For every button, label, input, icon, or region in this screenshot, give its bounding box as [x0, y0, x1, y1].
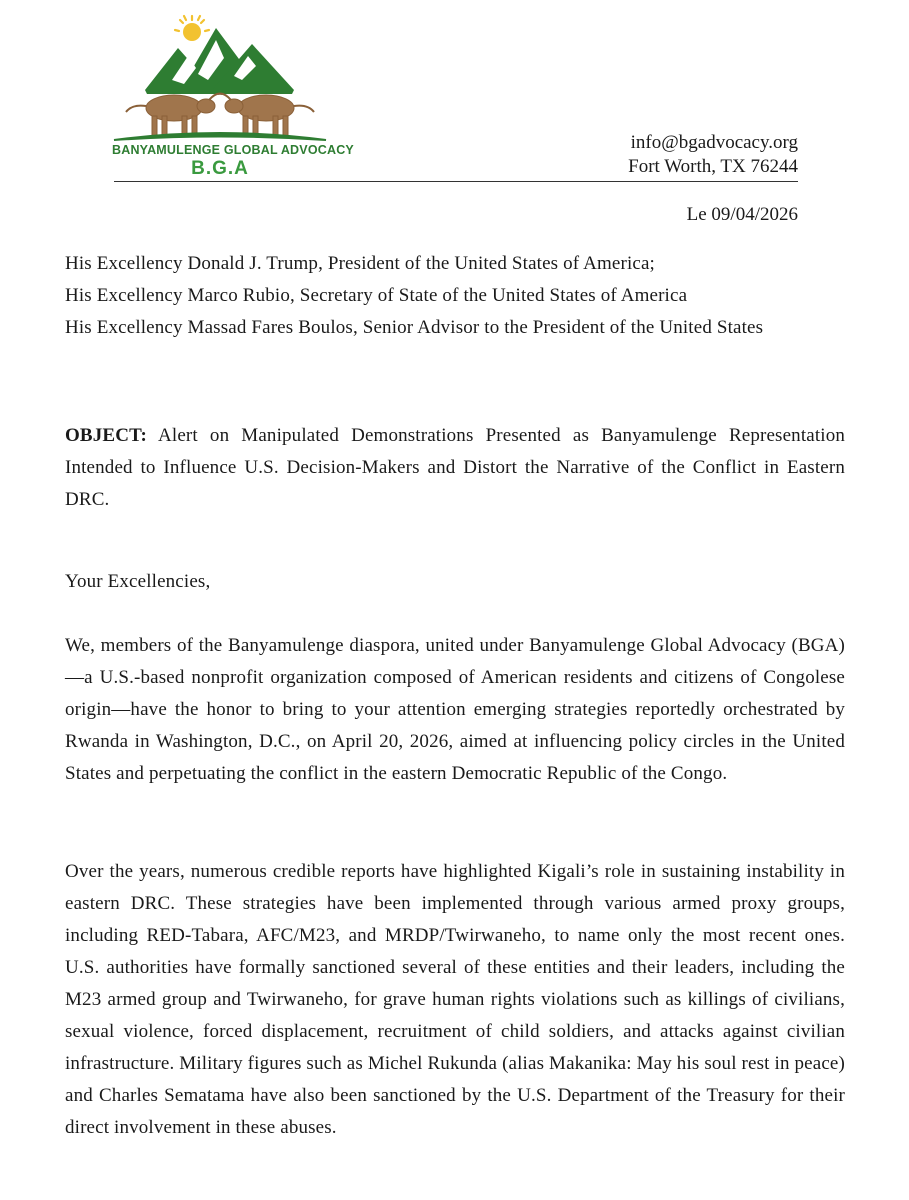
contact-location: Fort Worth, TX 76244 [628, 156, 798, 177]
salutation: Your Excellencies, [65, 571, 211, 592]
addressee-block [65, 248, 845, 344]
body-paragraph [65, 856, 845, 1144]
letter-date: Le 09/04/2026 [686, 204, 798, 225]
mountains-icon [145, 28, 294, 94]
object-label: OBJECT: [65, 425, 147, 446]
addressee-line: His Excellency Donald J. Trump, President of the United States of America; [65, 253, 655, 274]
contact-block [628, 131, 798, 179]
mountain-cattle-emblem [112, 14, 328, 144]
bga-logo [112, 14, 354, 184]
object-text: Alert on Manipulated Demonstrations Presented as Banyamulenge Representation Intended to Influence U.S. Decision-Makers and Distort the Narrative of the Conflict in Eastern DRC. [65, 425, 846, 510]
logo-org-abbr: B.G.A [191, 158, 249, 179]
ground-swoosh-icon [114, 133, 326, 140]
addressee-line: His Excellency Massad Fares Boulos, Senior Advisor to the President of the United States [65, 317, 764, 338]
contact-email[interactable]: info@bgadvocacy.org [630, 132, 798, 153]
sun-icon [175, 16, 209, 41]
addressee-line: His Excellency Marco Rubio, Secretary of State of the United States of America [65, 285, 688, 306]
header-divider [114, 181, 798, 182]
cattle-icon [126, 94, 314, 136]
object-line [65, 420, 845, 516]
body-paragraph [65, 630, 845, 790]
paragraph-text: We, members of the Banyamulenge diaspora, united under Banyamulenge Global Advocacy (BGA)—a U.S.-based nonprofit organization composed of American residents and citizens of Congolese origin—have the honor to bring to your attention emerging strategies reportedly orchestrated by Rwanda in Washington, D.C., on April 20, 2026, aimed at influencing policy circles in the United States and perpetuating the conflict in the eastern Democratic Republic of the Congo. [65, 635, 845, 784]
logo-org-name: BANYAMULENGE GLOBAL ADVOCACY [112, 143, 354, 157]
paragraph-text: Over the years, numerous credible reports have highlighted Kigali’s role in sustaining instability in eastern DRC. These strategies have been implemented through various armed proxy groups, including RED-Tabara, AFC/M23, and MRDP/Twirwaneho, to name only the most recent ones. U.S. authorities have formally sanctioned several of these entities and their leaders, including the M23 armed group and Twirwaneho, for grave human rights violations such as killings of civilians, sexual violence, forced displacement, recruitment of child soldiers, and attacks against civilian infrastructure. Military figures such as Michel Rukunda (alias Makanika: May his soul rest in peace) and Charles Sematama have also been sanctioned by the U.S. Department of the Treasury for their direct involvement in these abuses. [65, 861, 845, 1138]
